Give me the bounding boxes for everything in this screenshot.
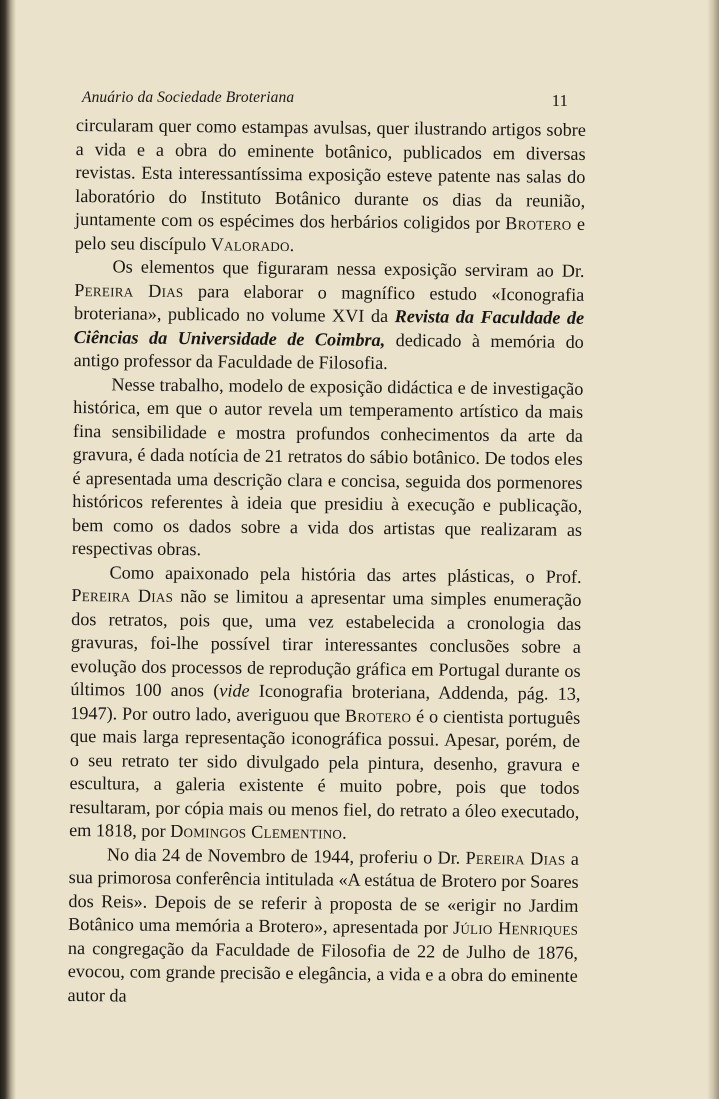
journal-title: Revista da Faculdade de Ciências da Universidade de Coimbra,	[73, 306, 585, 350]
text-run: Nesse trabalho, modelo de exposição didáctica e de investigação histórica, em que o autor revela um temperamento artístico da mais fina sensibilidade e mostra profundos conhecimentos da arte da gravura, é dada notícia de 21 retratos do sábio botânico. De todos eles é apresentada uma descrição clara e concisa, seguida dos pormenores históricos referentes à ideia que presidiu à execução e publicação, bem como os dados sobre a vida dos artistas que realizaram as respectivas obras.	[71, 373, 584, 560]
text-run: .	[289, 234, 295, 255]
paragraph-5	[67, 842, 579, 1011]
author-name: Brotero	[344, 705, 412, 726]
author-name: Valorado	[210, 233, 290, 255]
author-name: Pereira Dias	[74, 279, 184, 301]
text-run: a sua primorosa conferência intitulada «A estátua de Brotero por Soares dos Reis». Depois de se referir à proposta de se «erigir no Jardim Botânico uma memória a Brotero», apresentada por	[68, 848, 579, 938]
paragraph-2	[74, 255, 585, 377]
latin-term: vide	[219, 680, 250, 701]
body-text	[67, 114, 586, 1012]
author-name: Júlio Henriques	[452, 917, 579, 939]
author-name: Brotero	[505, 213, 572, 234]
text-run: é o cientista português que mais larga representação iconográfica possui. Apesar, porém, de o seu retrato ter sido divulgado pela pintura, desenho, gravura e escultura, a galeria existente é muito pobre, pois que todos resultaram, por cópia mais ou menos fiel, do retrato a óleo executado, em 1818, por	[69, 705, 581, 841]
paragraph-4	[69, 560, 582, 847]
text-run: Os elementos que figuraram nessa exposição serviram ao Dr.	[112, 256, 585, 281]
page-number: 11	[551, 91, 568, 110]
text-run: para elaborar o magnífico estudo «Iconografia broteriana», publicado no volume XVI da	[73, 280, 585, 327]
page-binding-shadow	[0, 0, 16, 1099]
text-run: Como apaixonado pela história das artes plásticas, o Prof.	[109, 561, 582, 587]
text-run: não se limitou a apresentar uma simples enumeração dos retratos, pois que, uma vez estabelecida a cronologia das gravuras, foi-lhe possível tirar interessantes conclusões sobre a evolução dos processos de reprodução gráfica em Portugal durante os últimos 100 anos (	[70, 585, 582, 701]
paragraph-3	[72, 372, 584, 565]
page-edge	[707, 0, 719, 1099]
text-run: na congregação da Faculdade de Filosofia de 22 de Julho de 1876, evocou, com grande precisão e elegância, a vida e a obra do eminente autor da	[67, 937, 579, 1006]
page-header	[82, 85, 572, 115]
text-run: .	[342, 822, 347, 843]
author-name: Domingos Clementino	[170, 820, 343, 843]
paragraph-1	[75, 114, 586, 260]
text-run: No dia 24 de Novembro de 1944, proferiu o Dr.	[106, 843, 466, 868]
text-run: circularam quer como estampas avulsas, quer ilustrando artigos sobre a vida e a obra do eminente botânico, publicados em diversas revistas. Esta interessantíssima exposição esteve patente nas salas do laboratório do Instituto Botânico durante os dias da reunião, juntamente com os espécimes dos herbários coligidos por	[74, 114, 586, 234]
text-run: dedicado à memória do antigo professor da Faculdade de Filosofia.	[73, 329, 584, 374]
text-run: e pelo seu discípulo	[74, 213, 586, 254]
running-title: Anuário da Sociedade Broteriana	[82, 89, 295, 106]
text-run: Iconografia broteriana, Addenda, pág. 13, 1947). Por outro lado, averiguou que	[70, 680, 581, 726]
author-name: Pereira Dias	[71, 584, 174, 606]
author-name: Pereira Dias	[465, 847, 566, 869]
